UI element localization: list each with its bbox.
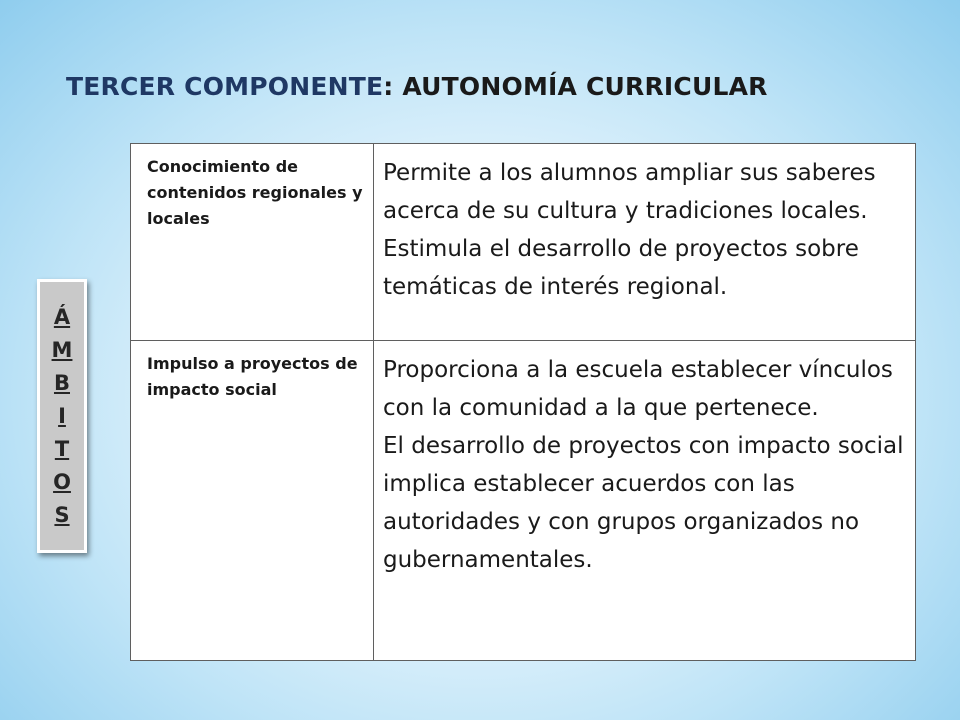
description-paragraph: El desarrollo de proyectos con impacto social implica establecer acuerdos con las autoridades y con grupos organizados no gubernamentales. xyxy=(383,433,904,573)
table-row xyxy=(131,341,916,661)
title-main: TERCER COMPONENTE xyxy=(66,72,384,101)
ambitos-letter: Á xyxy=(53,304,71,329)
ambitos-letter: T xyxy=(54,436,70,461)
area-cell: Impulso a proyectos de impacto social xyxy=(131,341,374,661)
description-paragraph: Permite a los alumnos ampliar sus saberes acerca de su cultura y tradiciones locales. xyxy=(383,160,876,224)
table-row xyxy=(131,144,916,341)
ambitos-letter: S xyxy=(54,502,70,527)
area-cell: Conocimiento de contenidos regionales y locales xyxy=(131,144,374,341)
ambitos-letter: I xyxy=(58,403,66,428)
ambitos-letter: M xyxy=(51,337,73,362)
description-cell xyxy=(374,144,916,341)
ambitos-letter: B xyxy=(53,370,70,395)
slide-title xyxy=(66,72,768,101)
ambitos-letter: O xyxy=(53,469,71,494)
description-paragraph: Estimula el desarrollo de proyectos sobre temáticas de interés regional. xyxy=(383,236,859,300)
title-subtitle: : AUTONOMÍA CURRICULAR xyxy=(383,72,768,101)
ambitos-table xyxy=(130,143,916,661)
description-cell xyxy=(374,341,916,661)
ambitos-vertical-label xyxy=(37,279,87,553)
description-paragraph: Proporciona a la escuela establecer vínculos con la comunidad a la que pertenece. xyxy=(383,357,893,421)
